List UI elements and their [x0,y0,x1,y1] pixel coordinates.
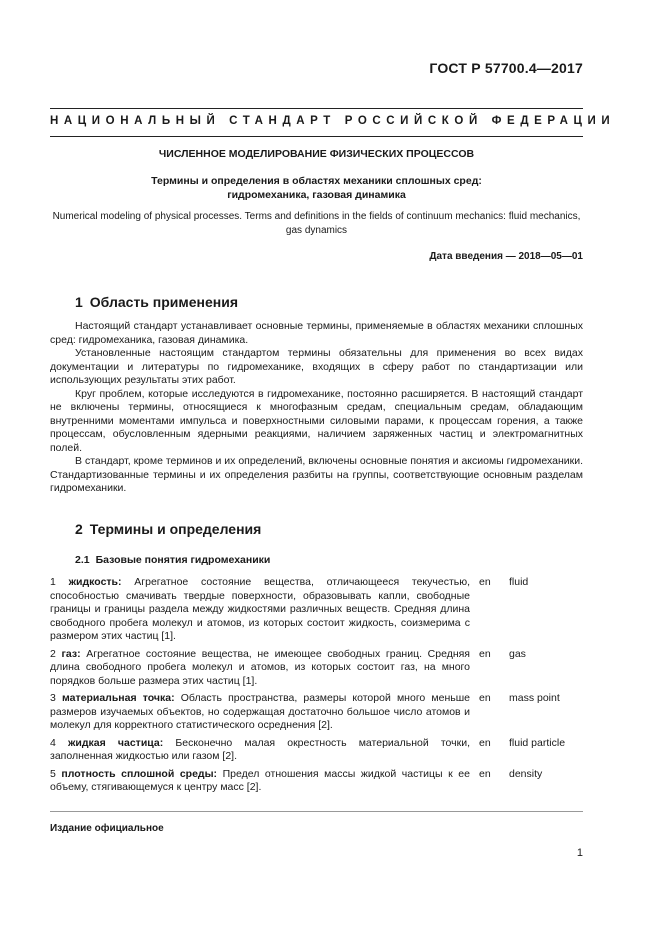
subtitle-line: Термины и определения в областях механики сплошных сред: [151,175,482,187]
section-2-heading [75,521,261,537]
term-language: en [479,647,491,660]
page-number: 1 [576,847,583,859]
paragraph: Круг проблем, которые исследуются в гидромеханике, постоянно расширяется. В настоящий стандарт не включены термины, относящиеся к многофазным средам, специальным средам, обладающим внутренними моментами импульса и поверхностными силовыми парами, к процессам горения, а также процессам, обусловленным ядерными реакциями, наличием заряженных частиц и электромагнитных полей. [50,387,583,454]
term-definition: Предел отношения массы жидкой частицы к ее объему, стягивающемуся к центру масс [2]. [50,767,470,793]
term-english: fluid particle [509,736,566,749]
section-number: 2 [75,521,83,537]
term-language: en [479,692,491,704]
term-name: жидкость: [68,576,122,588]
term-name: плотность сплошной среды: [61,767,218,780]
term-english: fluid [509,576,529,588]
term-definition: Бесконечно малая окрестность материальной точки, заполненная жидкостью или газом [2]. [50,736,470,762]
term-entry [50,576,583,644]
subtitle-line: гидромеханика, газовая динамика [227,189,406,201]
term-definition-block [50,576,470,644]
term-number: 2 [50,647,56,660]
section-1-heading [75,294,238,310]
term-english: density [509,767,543,780]
footer-rule [50,811,583,812]
term-name: материальная точка: [62,692,175,704]
term-number: 1 [50,576,56,588]
paragraph: В стандарт, кроме терминов и их определений, включены основные понятия и аксиомы гидромеханики. Стандартизованные термины и их определения разбиты на группы, соответствующие основным разделам гидромеханики. [50,455,583,494]
term-entry [50,737,583,764]
term-entry [50,768,583,795]
term-name: газ: [61,647,81,660]
term-number: 5 [50,767,56,780]
english-title-line: Numerical modeling of physical processes. Terms and definitions in the fields of continuum mechanics: fluid mechanics, [52,211,581,222]
english-title [50,210,583,237]
term-definition-block [50,692,470,733]
section-1-body [50,320,583,496]
national-standard-heading: НАЦИОНАЛЬНЫЙ СТАНДАРТ РОССИЙСКОЙ ФЕДЕРАЦИИ [50,115,616,127]
terms-list [50,576,583,799]
subsection-heading [75,554,270,566]
term-name: жидкая частица: [67,736,164,749]
term-english: gas [509,647,526,660]
term-definition: Агрегатное состояние вещества, не имеющее свободных границ. Средняя длина свободного пробега молекул и атомов, из которых состоит газ, на много порядков больше размера этих частиц [1]. [50,647,470,687]
edition-label: Издание официальное [50,823,164,834]
section-title: Область применения [89,294,239,310]
term-definition: Агрегатное состояние вещества, отличающееся текучестью, способностью смачивать твердые поверхности, образовывать капли, свободные границы и границы раздела между жидкостями различных веществ. Средняя длина свободного пробега молекул и атомов, из которых состоит жидкость, соизмерима с размером этих частиц [1]. [50,576,471,642]
paragraph: Установленные настоящим стандартом термины обязательны для применения во всех видах документации и литературы по гидромеханике, входящих в сферу работ по стандартизации или использующих результаты этих работ. [50,347,583,386]
section-title: Термины и определения [89,521,262,537]
top-rule [50,108,583,109]
term-language: en [479,576,491,588]
english-title-line: gas dynamics [285,224,348,236]
introduction-date: Дата введения — 2018—05—01 [429,251,583,262]
term-entry [50,692,583,733]
term-english: mass point [509,692,560,704]
term-language: en [479,736,491,749]
document-title: ЧИСЛЕННОЕ МОДЕЛИРОВАНИЕ ФИЗИЧЕСКИХ ПРОЦЕССОВ [158,148,475,160]
term-definition-block [50,768,470,795]
term-number: 4 [50,736,56,749]
term-definition-block [50,737,470,764]
section-number: 1 [75,294,83,310]
document-code: ГОСТ Р 57700.4—2017 [429,60,583,76]
term-language: en [479,767,491,780]
subsection-title: Базовые понятия гидромеханики [95,554,271,566]
term-number: 3 [50,692,56,704]
term-definition: Область пространства, размеры которой много меньше размеров изучаемых объектов, но содержащая достаточно большое число атомов и молекул для корректного статистического осреднения [2]. [50,692,470,731]
term-entry [50,648,583,689]
subsection-number: 2.1 [75,554,90,566]
bottom-rule [50,136,583,137]
term-definition-block [50,648,470,689]
paragraph: Настоящий стандарт устанавливает основные термины, применяемые в областях механики сплошных сред: гидромеханика, газовая динамика. [50,320,583,346]
document-subtitle [80,174,553,202]
